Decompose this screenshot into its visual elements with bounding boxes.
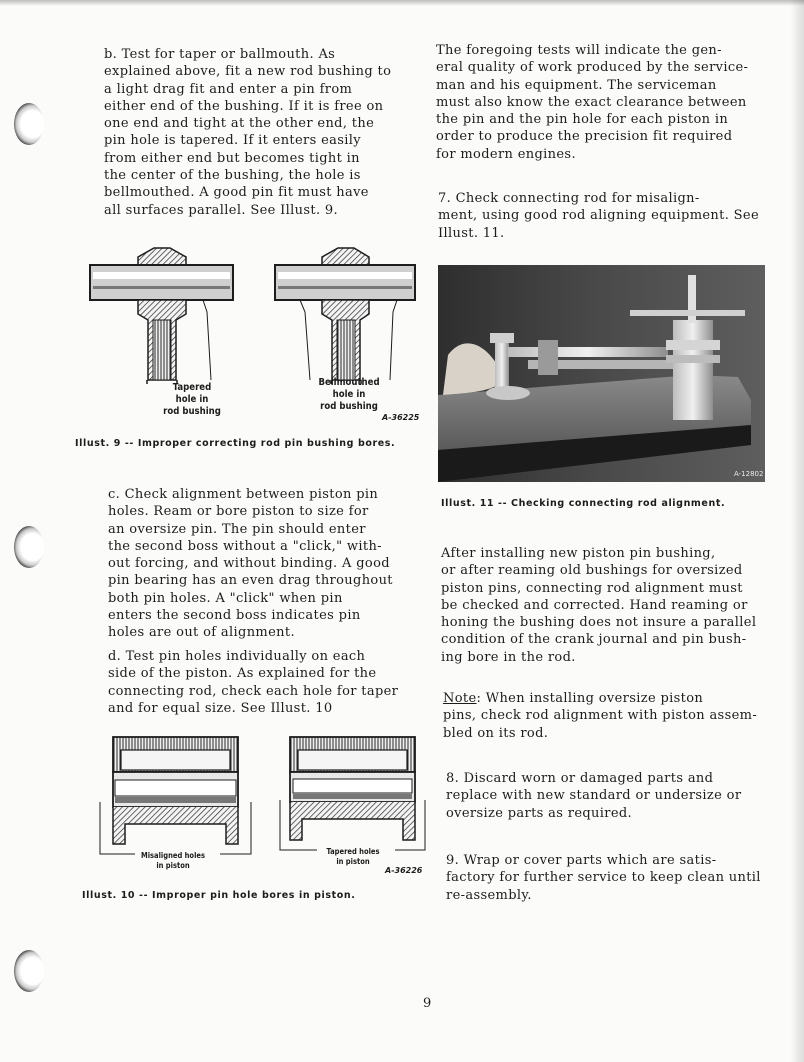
step-7-paragraph: 7. Check connecting rod for misalign- ment, using good rod aligning equipment. See Illust. 11. (438, 191, 760, 241)
after-install-paragraph: After installing new piston pin bushing, or after reaming old bushings for oversized piston pins, connecting rod alignment must be checked and corrected. Hand reaming or honing the bushing does not insure a parallel condition of the crank journal and pin bush- ing bore in the rod. (441, 546, 757, 665)
illust10-label-misaligned: Misaligned holes in piston (141, 851, 205, 870)
tapered-piston-drawing (280, 737, 425, 850)
illust10-label-tapered: Tapered holes in piston (326, 847, 380, 866)
illust9-caption: Illust. 9 -- Improper correcting rod pin bushing bores. (75, 438, 396, 449)
note-text: : When installing oversize piston pins, check rod alignment with piston assem- bled on its rod. (443, 691, 758, 741)
illust9-label-tapered: Tapered hole in rod bushing (163, 382, 221, 417)
intro-paragraph: The foregoing tests will indicate the gen- eral quality of work produced by the service- man and his equipment. The serviceman must also know the exact clearance between the pin and the pin hole for each piston in order to produce the precision fit required for modern engines. (436, 43, 749, 162)
illust9-label-bellmouthed: Bellmouthed hole in rod bushing (318, 377, 380, 412)
illust10-code: A-36226 (385, 866, 423, 875)
step-c-paragraph: c. Check alignment between piston pin holes. Ream or bore piston to size for an oversize pin. The pin should enter the second boss without a "click," with- out forcing, and without binding. A good pin bearing has an even drag throughout both pin holes. A "click" when pin enters the second boss indicates pin holes are out of alignment. (108, 487, 393, 641)
step-9-paragraph: 9. Wrap or cover parts which are satis- factory for further service to keep clean until re-assembly. (446, 853, 761, 903)
page-number: 9 (423, 996, 432, 1011)
punch-hole-top (14, 103, 44, 145)
note-label: Note (443, 691, 477, 706)
page-edge-shadow-right (790, 0, 804, 1062)
punch-hole-bottom (14, 950, 44, 992)
illust11-photo (438, 265, 765, 482)
bellmouthed-rod-drawing (275, 248, 415, 384)
tapered-rod-drawing (90, 248, 233, 384)
illust11-caption: Illust. 11 -- Checking connecting rod alignment. (441, 498, 726, 509)
step-8-paragraph: 8. Discard worn or damaged parts and replace with new standard or undersize or oversize parts as required. (446, 771, 742, 821)
page-edge-shadow-top (0, 0, 804, 6)
step-b-paragraph: b. Test for taper or ballmouth. As explained above, fit a new rod bushing to a light drag fit and enter a pin from either end of the bushing. If it is free on one end and tight at the other end, the pin hole is tapered. If it enters easily from either end but becomes tight in the center of the bushing, the hole is bellmouthed. A good pin fit must have all surfaces parallel. See Illust. 9. (104, 47, 392, 218)
illust9-code: A-36225 (382, 413, 420, 422)
misaligned-piston-drawing (100, 737, 251, 854)
illust9-figure (85, 240, 430, 430)
illust10-figure (95, 732, 430, 882)
illust10-caption: Illust. 10 -- Improper pin hole bores in piston. (82, 890, 356, 901)
rod-aligning-fixture-photo (438, 265, 765, 482)
punch-hole-middle (14, 526, 44, 568)
note-paragraph (443, 690, 757, 742)
illust11-code: A-12802 (734, 470, 764, 478)
step-d-paragraph: d. Test pin holes individually on each side of the piston. As explained for the connecting rod, check each hole for taper and for equal size. See Illust. 10 (108, 649, 399, 716)
